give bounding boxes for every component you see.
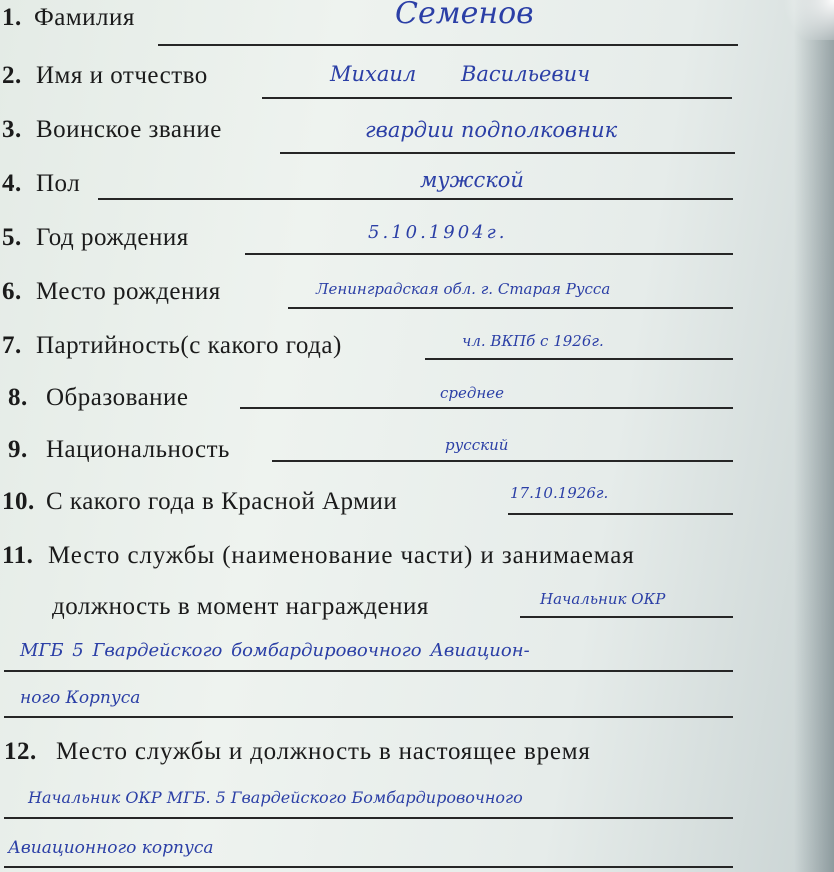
field-number: 9. bbox=[8, 436, 28, 463]
handwritten-value: среднее bbox=[440, 384, 505, 402]
handwritten-value: чл. ВКПб с 1926г. bbox=[462, 332, 604, 350]
field-label: Образование bbox=[46, 384, 189, 411]
handwritten-value: русский bbox=[445, 436, 509, 454]
fill-line bbox=[158, 44, 738, 46]
fill-line bbox=[4, 866, 733, 868]
fill-line bbox=[98, 198, 733, 200]
handwritten-value-continued: Авиационного корпуса bbox=[8, 838, 214, 858]
handwritten-value: 5.10.1904г. bbox=[368, 222, 508, 243]
field-number: 2. bbox=[2, 62, 22, 89]
field-number: 3. bbox=[2, 116, 22, 143]
field-label: Национальность bbox=[46, 436, 230, 463]
field-number: 10. bbox=[2, 488, 35, 515]
fill-line bbox=[4, 817, 733, 819]
handwritten-value: гвардии подполковник bbox=[365, 118, 618, 142]
handwritten-value-continued: МГБ 5 Гвардейского бомбардировочного Авиацион- bbox=[20, 640, 530, 661]
field-label: Место службы (наименование части) и занимаемая bbox=[48, 542, 635, 569]
field-number: 12. bbox=[4, 738, 37, 765]
fill-line bbox=[4, 716, 733, 718]
fill-line bbox=[288, 307, 733, 309]
field-label: Воинское звание bbox=[36, 116, 222, 143]
fill-line bbox=[280, 152, 735, 154]
field-number: 6. bbox=[2, 278, 22, 305]
field-number: 11. bbox=[2, 542, 34, 569]
field-label: Партийность(с какого года) bbox=[36, 332, 342, 359]
field-number: 4. bbox=[2, 170, 22, 197]
field-label: Место рождения bbox=[36, 278, 221, 305]
field-label: Место службы и должность в настоящее время bbox=[56, 738, 591, 765]
handwritten-value: Михаил Васильевич bbox=[330, 62, 591, 86]
handwritten-value: Ленинградская обл. г. Старая Русса bbox=[316, 280, 611, 298]
handwritten-value: Начальник ОКР МГБ. 5 Гвардейского Бомбардировочного bbox=[28, 788, 523, 807]
field-number: 7. bbox=[2, 332, 22, 359]
handwritten-value: мужской bbox=[420, 168, 524, 192]
handwritten-value-continued: ного Корпуса bbox=[20, 688, 141, 708]
fill-line bbox=[272, 460, 733, 462]
fill-line bbox=[245, 253, 733, 255]
handwritten-value: Начальник ОКР bbox=[540, 590, 666, 608]
field-label: Фамилия bbox=[34, 4, 135, 31]
field-number: 5. bbox=[2, 224, 22, 251]
field-label: Имя и отчество bbox=[36, 62, 208, 89]
glare bbox=[774, 0, 834, 40]
fill-line bbox=[425, 358, 733, 360]
field-number: 8. bbox=[8, 384, 28, 411]
fill-line bbox=[4, 670, 733, 672]
field-number: 1. bbox=[2, 4, 22, 31]
handwritten-value: 17.10.1926г. bbox=[510, 484, 609, 502]
fill-line bbox=[240, 407, 733, 409]
field-label: Год рождения bbox=[36, 224, 189, 251]
field-label-continued: должность в момент награждения bbox=[52, 593, 429, 620]
field-label: Пол bbox=[36, 170, 81, 197]
handwritten-value: Семенов bbox=[395, 0, 534, 31]
fill-line bbox=[520, 616, 733, 618]
fill-line bbox=[508, 513, 733, 515]
field-label: С какого года в Красной Армии bbox=[46, 488, 398, 515]
fill-line bbox=[262, 97, 732, 99]
